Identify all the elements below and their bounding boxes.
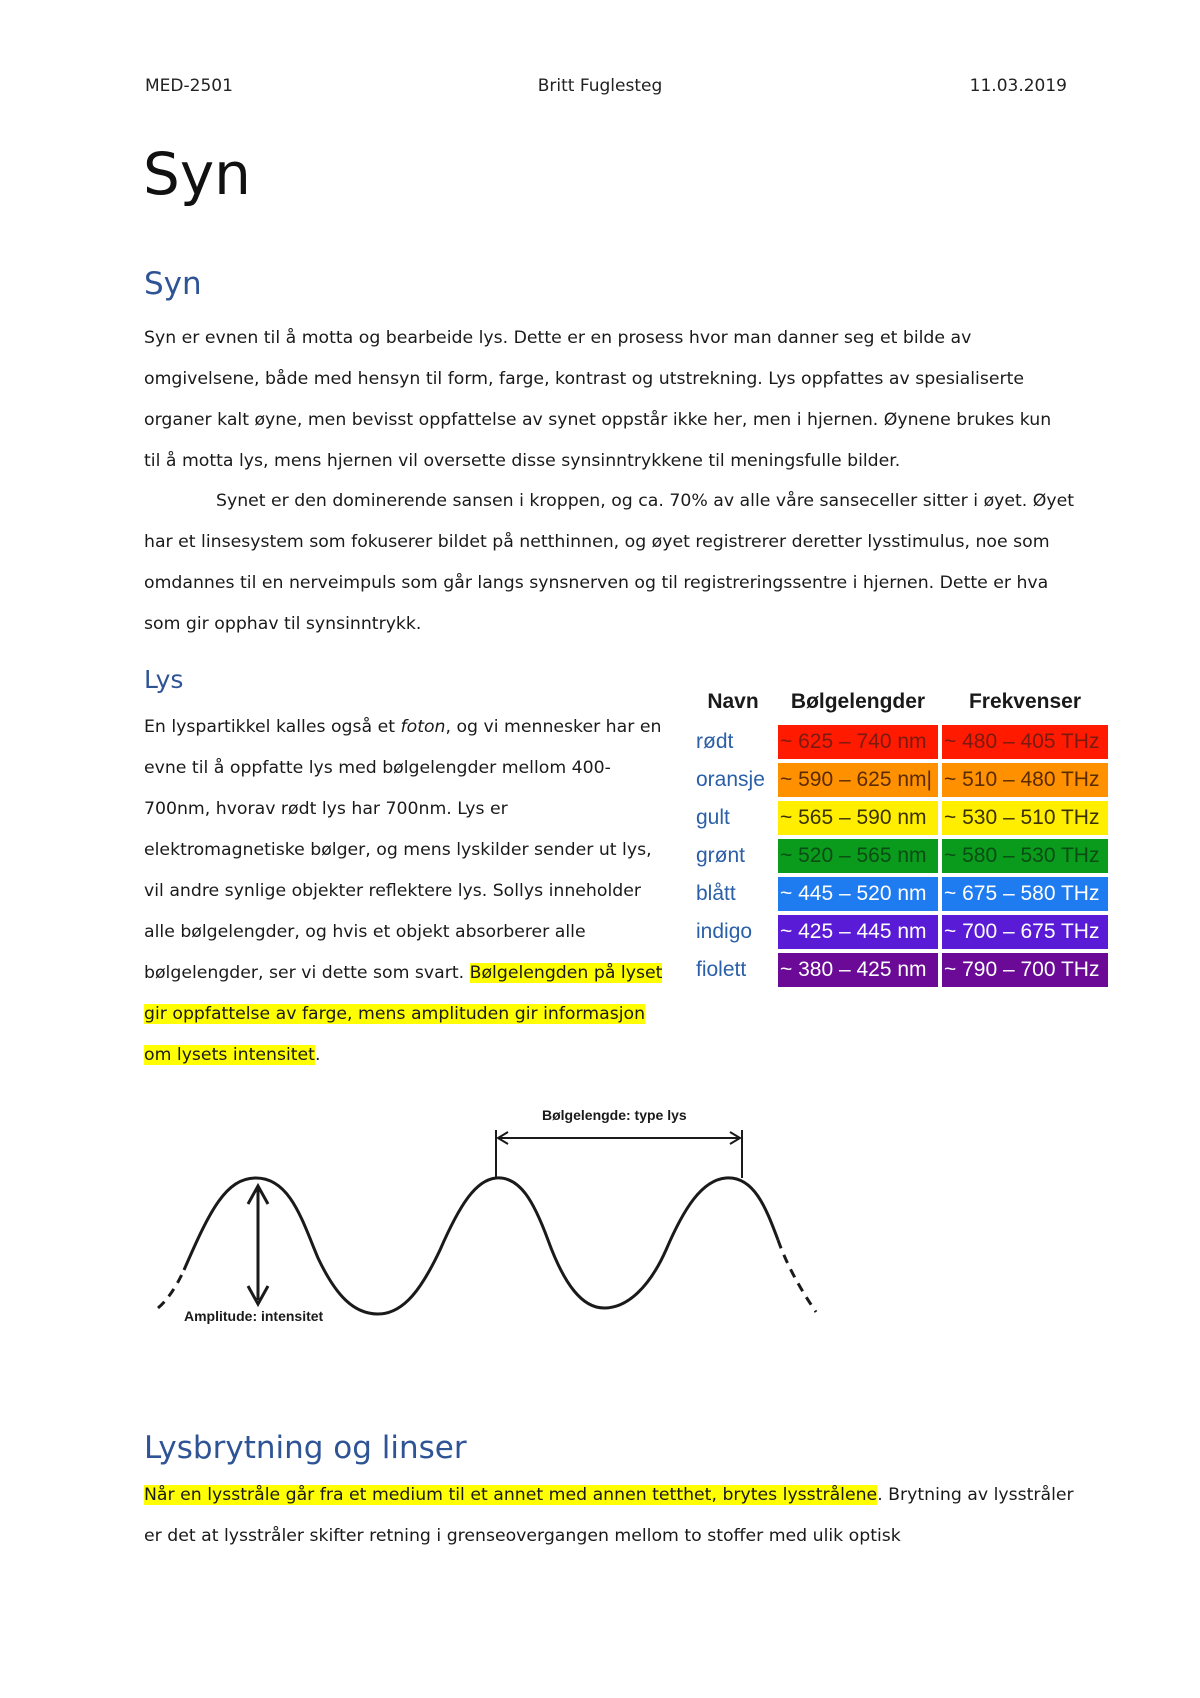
spectrum-wavelength-cell: ~ 565 – 590 nm <box>778 801 938 835</box>
header-date: 11.03.2019 <box>969 76 1067 96</box>
spectrum-color-name: gult <box>696 806 730 829</box>
spectrum-row <box>692 725 1108 759</box>
header-course-code: MED-2501 <box>145 76 233 96</box>
spectrum-wavelength-cell: ~ 625 – 740 nm <box>778 725 938 759</box>
paragraph-syn-2 <box>144 481 1074 645</box>
spectrum-frequency-cell: ~ 580 – 530 THz <box>942 839 1108 873</box>
spectrum-row <box>692 877 1108 911</box>
spectrum-wavelength-cell: ~ 425 – 445 nm <box>778 915 938 949</box>
amplitude-label: Amplitude: intensitet <box>184 1308 324 1324</box>
paragraph-lys <box>144 707 664 1076</box>
spectrum-table-header-row <box>692 689 1108 721</box>
spectrum-frequency-cell: ~ 790 – 700 THz <box>942 953 1108 987</box>
paragraph-linser <box>144 1475 1074 1557</box>
spectrum-color-name: grønt <box>696 844 746 867</box>
wave-dashed-left <box>158 1270 184 1308</box>
wave-curve <box>184 1178 778 1314</box>
spectrum-frequency-cell: ~ 700 – 675 THz <box>942 915 1108 949</box>
spectrum-table-body <box>692 725 1108 987</box>
spectrum-wavelength-cell: ~ 590 – 625 nm| <box>778 763 938 797</box>
spectrum-color-name: fiolett <box>696 958 747 981</box>
spectrum-color-name: blått <box>696 882 736 905</box>
lys-text-start: En lyspartikkel kalles også et <box>144 717 401 737</box>
spectrum-frequency-cell: ~ 480 – 405 THz <box>942 725 1108 759</box>
linser-text-rest: . Brytning av lysstråler er det at lysstråler skifter retning i grenseovergangen mellom to stoffer med ulik optisk <box>144 1485 1074 1546</box>
section-heading-syn: Syn <box>144 266 202 302</box>
spectrum-frequency-cell: ~ 675 – 580 THz <box>942 877 1108 911</box>
linser-highlighted-text: Når en lysstråle går fra et medium til et annet med annen tetthet, brytes lysstrålene <box>144 1485 878 1505</box>
spectrum-frequency-cell: ~ 530 – 510 THz <box>942 801 1108 835</box>
spectrum-row <box>692 839 1108 873</box>
header-author: Britt Fuglesteg <box>537 76 663 96</box>
spectrum-table <box>688 685 1112 991</box>
spectrum-wavelength-cell: ~ 520 – 565 nm <box>778 839 938 873</box>
wave-dashed-right <box>778 1240 816 1312</box>
paragraph-syn-2-text: Synet er den dominerende sansen i kroppen, og ca. 70% av alle våre sanseceller sitter i øyet. Øyet har et linsesystem som fokuserer bildet på netthinnen, og øyet registrerer deretter lysstimulus, noe som omdannes til en nerveimpuls som går langs synsnerven og til registreringssentre i hjernen. Dette er hva som gir opphav til synsinntrykk. <box>144 491 1075 634</box>
document-title: Syn <box>143 140 251 208</box>
spectrum-row <box>692 801 1108 835</box>
spectrum-row <box>692 915 1108 949</box>
lys-text-end: . <box>314 1045 321 1065</box>
spectrum-frequency-cell: ~ 510 – 480 THz <box>942 763 1108 797</box>
spectrum-color-name: indigo <box>696 920 753 943</box>
wavelength-label: Bølgelengde: type lys <box>542 1107 687 1123</box>
spectrum-color-name: rødt <box>696 730 734 753</box>
lys-text-mid: , og vi mennesker har en evne til å oppfatte lys med bølgelengder mellom 400-700nm, hvorav rødt lys har 700nm. Lys er elektromagnetiske bølger, og mens lyskilder sender ut lys, vil andre synlige objekter reflektere lys. Sollys inneholder alle bølgelengder, og hvis et objekt absorberer alle bølgelengder, ser vi dette som svart. <box>144 717 662 983</box>
spectrum-row <box>692 953 1108 987</box>
spectrum-wavelength-cell: ~ 445 – 520 nm <box>778 877 938 911</box>
wave-diagram <box>150 1100 840 1340</box>
spectrum-header-wavelength: Bølgelengder <box>790 690 926 713</box>
section-heading-lys: Lys <box>144 665 184 694</box>
spectrum-header-frequency: Frekvenser <box>968 690 1082 713</box>
spectrum-header-name: Navn <box>707 690 759 713</box>
spectrum-color-name: oransje <box>696 768 765 791</box>
section-heading-linser: Lysbrytning og linser <box>144 1430 467 1466</box>
spectrum-row <box>692 763 1108 797</box>
lys-text-foton: foton <box>400 717 446 737</box>
lys-highlighted-text: Bølgelengden på lyset gir oppfattelse av farge, mens amplituden gir informasjon om lysets intensitet <box>144 963 663 1065</box>
spectrum-wavelength-cell: ~ 380 – 425 nm <box>778 953 938 987</box>
paragraph-syn-1: Syn er evnen til å motta og bearbeide lys. Dette er en prosess hvor man danner seg et bilde av omgivelsene, både med hensyn til form, farge, kontrast og utstrekning. Lys oppfattes av spesialiserte organer kalt øyne, men bevisst oppfattelse av synet oppstår ikke her, men i hjernen. Øynene brukes kun til å motta lys, mens hjernen vil oversette disse synsinntrykkene til meningsfulle bilder. <box>144 328 1052 471</box>
